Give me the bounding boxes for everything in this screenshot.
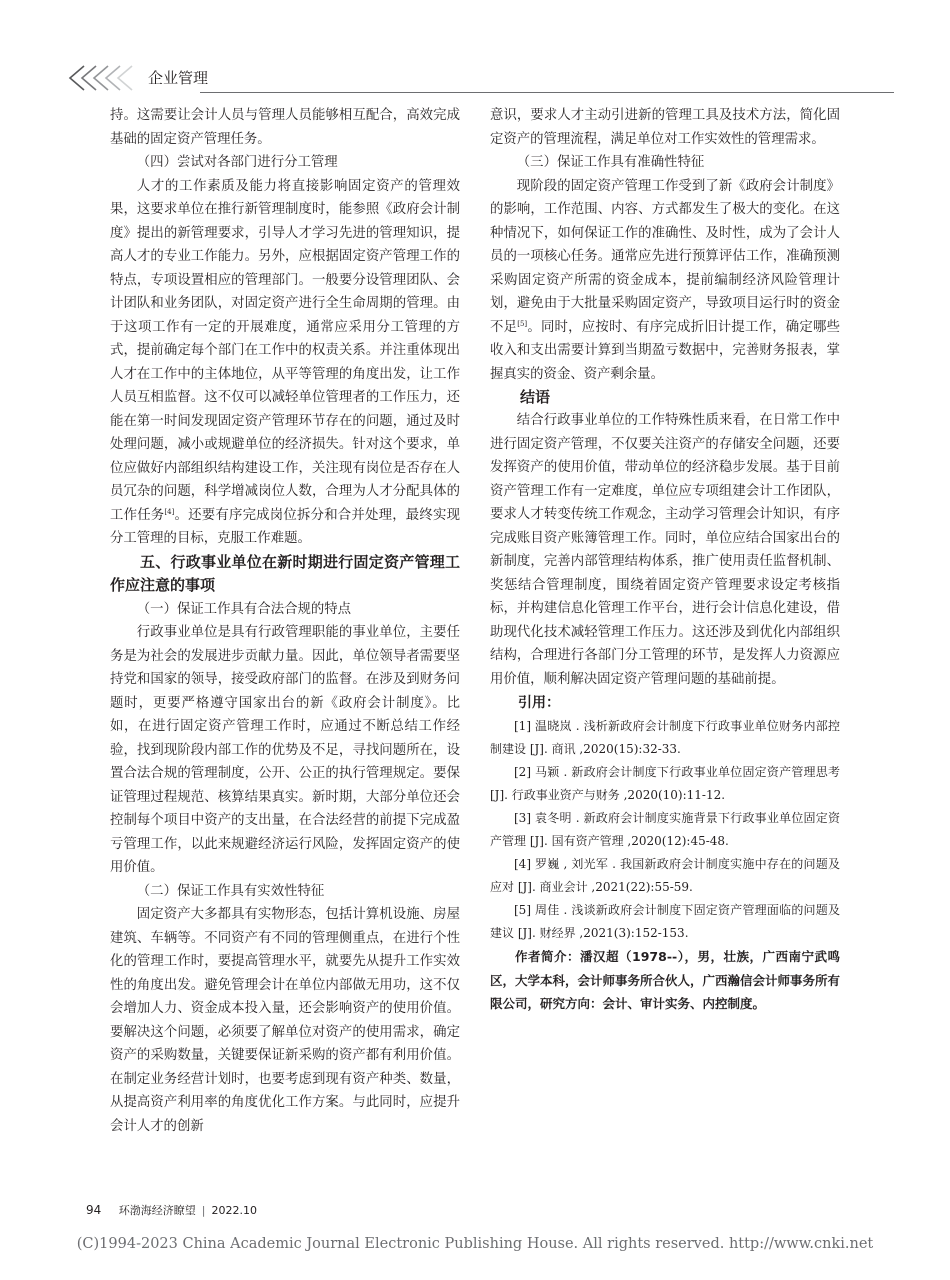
right-paragraph-2-text: 现阶段的固定资产管理工作受到了新《政府会计制度》的影响，工作范围、内容、方式都发生了极大的变化。在这种情况下，如何保证工作的准确性、及时性，成为了会计人员的一项核心任务。通常应先进行预算评估工作，准确预测采购固定资产所需的资金成本，提前编制经济风险管理计划，避免由于大批量采购固定资产，导致项目运行时的资金不足 (490, 178, 840, 335)
reference-item: [1] 温晓岚 . 浅析新政府会计制度下行政事业单位财务内部控制建设 [J]. 商讯 ,2020(15):32-33. (490, 719, 840, 756)
page-footer (86, 1202, 257, 1218)
right-column (490, 104, 840, 1016)
copyright-notice: (C)1994-2023 China Academic Journal Electronic Publishing House. All rights reserved. http://www.cnki.net (76, 1236, 874, 1252)
conclusion-paragraph: 结合行政事业单位的工作特殊性质来看，在日常工作中进行固定资产管理，不仅要关注资产的存储安全问题，还要发挥资产的使用价值，带动单位的经济稳步发展。基于目前资产管理工作有一定难度，单位应专项组建会计工作团队，要求人才转变传统工作观念，主动学习管理会计知识，有序完成账目资产账簿管理工作。同时，单位应结合国家出台的新制度，完善内部管理结构体系，推广使用责任监督机制、奖惩结合管理制度，围绕着固定资产管理要求设定考核指标，并构建信息化管理工作平台，进行会计信息化建设，借助现代化技术减轻管理工作压力。这还涉及到优化内部组织结构，合理进行各部门分工管理的环节，是发挥人力资源应用价值，顺利解决固定资产管理问题的基础前提。 (490, 413, 840, 687)
right-paragraph-1: 意识，要求人才主动引进新的管理工具及技术方法，简化固定资产的管理流程，满足单位对工作实效性的管理需求。 (490, 108, 840, 147)
section-name: 企业管理 (148, 69, 209, 87)
conclusion-heading: 结语 (520, 388, 551, 406)
section-heading-5: 五、行政事业单位在新时期进行固定资产管理工作应注意的事项 (110, 552, 460, 594)
references-title: 引用： (518, 695, 560, 711)
reference-item: [2] 马颖 . 新政府会计制度下行政事业单位固定资产管理思考 [J]. 行政事业资产与财务 ,2020(10):11-12. (490, 765, 840, 802)
left-paragraph-1: 持。这需要让会计人员与管理人员能够相互配合，高效完成基础的固定资产管理任务。 (110, 108, 460, 147)
citation-4: [4] (164, 507, 175, 516)
page-header (64, 64, 894, 92)
author-bio: 作者简介：潘汉超（1978--），男，壮族，广西南宁武鸣区，大学本科，会计师事务所合伙人，广西瀚信会计师事务所有限公司，研究方向：会计、审计实务、内控制度。 (490, 949, 841, 1011)
journal-name: 环渤海经济瞭望 (118, 1204, 196, 1217)
footer-separator: | (201, 1204, 206, 1217)
subheading-3: （三）保证工作具有准确性特征 (516, 155, 705, 170)
right-paragraph-2-tail: 。同时，应按时、有序完成折旧计提工作，确定哪些收入和支出需要计算到当期盈亏数据中，完善财务报表，掌握真实的资金、资产剩余量。 (490, 319, 841, 382)
left-paragraph-2-text: 人才的工作素质及能力将直接影响固定资产的管理效果，这要求单位在推行新管理制度时，能参照《政府会计制度》提出的新管理要求，引导人才学习先进的管理知识，提高人才的专业工作能力。另外，应根据固定资产管理工作的特点，专项设置相应的管理部门。一般要分设管理团队、会计团队和业务团队，对固定资产进行全生命周期的管理。由于这项工作有一定的开展难度，通常应采用分工管理的方式，提前确定每个部门在工作中的权责关系。并注重体现出人才在工作中的主体地位，从平等管理的角度出发，让工作人员互相监督。这不仅可以减轻单位管理者的工作压力，还能在第一时间发现固定资产管理环节存在的问题，通过及时处理问题，减小或规避单位的经济损失。针对这个要求，单位应做好内部组织结构建设工作，关注现有岗位是否存在人员冗杂的问题，科学增减岗位人数，合理为人才分配具体的工作任务 (110, 178, 460, 523)
subheading-4: （四）尝试对各部门进行分工管理 (136, 155, 338, 170)
page-number: 94 (86, 1203, 102, 1217)
left-paragraph-4: 固定资产大多都具有实物形态，包括计算机设施、房屋建筑、车辆等。不同资产有不同的管理侧重点，在进行个性化的管理工作时，要提高管理水平，就要先从提升工作实效性的角度出发。避免管理会计在单位内部做无用功，这不仅会增加人力、资金成本投入量，还会影响资产的使用价值。要解决这个问题，必须要了解单位对资产的使用需求，确定资产的采购数量，关键要保证新采购的资产都有利用价值。在制定业务经营计划时，也要考虑到现有资产种类、数量，从提高资产利用率的角度优化工作方案。与此同时，应提升会计人才的创新 (110, 907, 460, 1134)
left-paragraph-3: 行政事业单位是具有行政管理职能的事业单位，主要任务是为社会的发展进步贡献力量。因此，单位领导者需要坚持党和国家的领导，接受政府部门的监督。在涉及到财务问题时，更要严格遵守国家出台的新《政府会计制度》。比如，在进行固定资产管理工作时，应通过不断总结工作经验，找到现阶段内部工作的优势及不足，寻找问题所在，设置合法合规的管理制度，公开、公正的执行管理规定。要保证管理过程规范、核算结果真实。新时期，大部分单位还会控制每个项目中资产的支出量，在合法经营的前提下完成盈亏管理工作，以此来规避经济运行风险，发挥固定资产的使用价值。 (110, 625, 460, 875)
right-paragraph-2 (490, 175, 840, 387)
subheading-2: （二）保证工作具有实效性特征 (136, 883, 325, 899)
reference-item: [4] 罗巍 , 刘光军 . 我国新政府会计制度实施中存在的问题及应对 [J]. 商业会计 ,2021(22):55-59. (490, 857, 840, 894)
issue-date: 2022.10 (211, 1204, 257, 1217)
left-column (110, 104, 460, 1138)
header-rule (200, 92, 894, 93)
left-paragraph-2-tail: 。还要有序完成岗位拆分和合并处理，最终实现分工管理的目标，克服工作难题。 (110, 507, 461, 546)
chevrons-left-icon (64, 64, 134, 92)
citation-5: [5] (517, 319, 528, 328)
subheading-1: （一）保证工作具有合法合规的特点 (136, 601, 352, 617)
reference-item: [5] 周佳 . 浅谈新政府会计制度下固定资产管理面临的问题及建议 [J]. 财经界 ,2021(3):152-153. (490, 903, 840, 940)
left-paragraph-2 (110, 175, 460, 551)
reference-item: [3] 袁冬明 . 新政府会计制度实施背景下行政事业单位固定资产管理 [J]. 国有资产管理 ,2020(12):45-48. (490, 811, 840, 848)
